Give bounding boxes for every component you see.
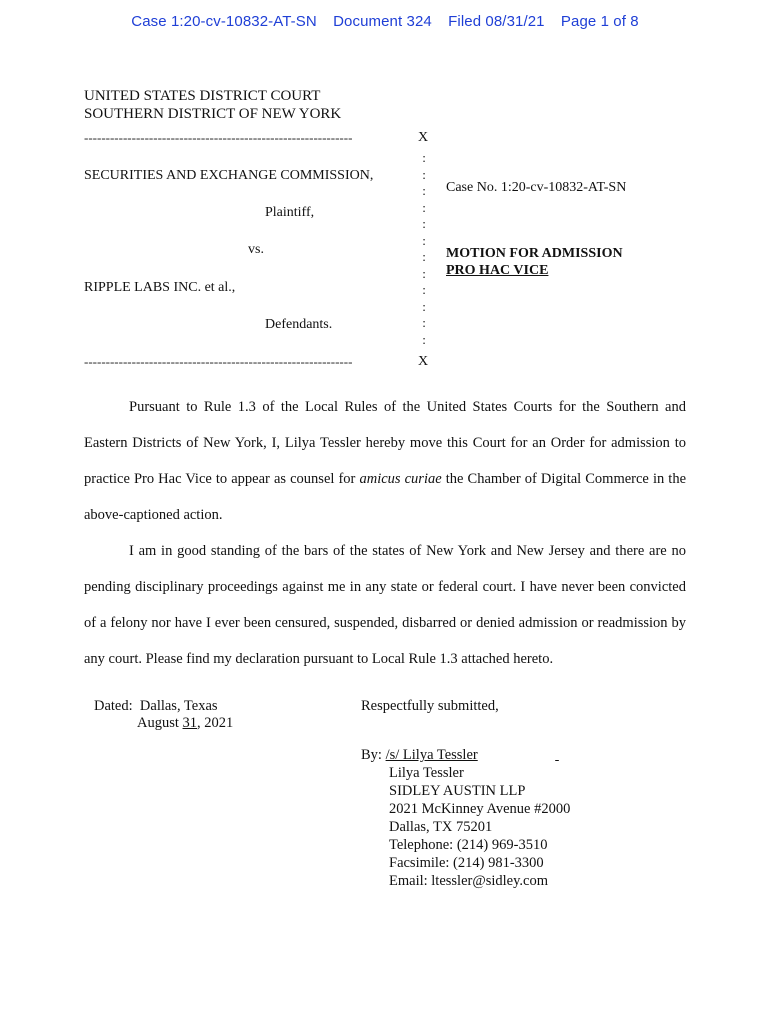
plaintiff-label: Plaintiff,: [265, 205, 315, 220]
defendant-name: RIPPLE LABS INC. et al.,: [84, 280, 236, 295]
signature-line-tail: [555, 747, 559, 763]
closing: Respectfully submitted,: [361, 698, 499, 714]
signer-email: Email: ltessler@sidley.com: [389, 873, 548, 889]
signer-name: Lilya Tessler: [389, 765, 464, 781]
motion-body: [84, 389, 686, 677]
plaintiff-name: SECURITIES AND EXCHANGE COMMISSION,: [84, 168, 374, 183]
versus-label: vs.: [248, 242, 264, 257]
motion-title-line2: PRO HAC VICE: [446, 263, 549, 278]
paragraph-1-text-b: the Chamber of Digital Commerce in the above-captioned action.: [84, 471, 687, 523]
header-document-number: Document 324: [333, 13, 432, 30]
by-line: [361, 746, 559, 764]
paragraph-1-italic: amicus curiae: [359, 471, 442, 487]
dated-year: , 2021: [197, 715, 234, 731]
caption-colon-column: : : : : : : : : : : : :: [422, 150, 426, 347]
paragraph-2: I am in good standing of the bars of the states of New York and New Jersey and there are no pending disciplinary proceedings against me in any state or federal court. I have never been convicted of a felony nor have I ever been censured, suspended, disbarred or denied admission or readmission by any court. Please find my declaration pursuant to Local Rule 1.3 attached hereto.: [84, 543, 686, 667]
header-filed-date: Filed 08/31/21: [448, 13, 545, 30]
caption-top-x: X: [418, 130, 429, 145]
dated-day: 31: [182, 715, 198, 731]
caption-bottom-x: X: [418, 354, 429, 369]
header-page-number: Page 1 of 8: [560, 13, 639, 30]
paragraph-1: [84, 389, 686, 533]
by-label: By:: [361, 747, 382, 763]
ecf-header: [0, 13, 770, 30]
case-number: Case No. 1:20-cv-10832-AT-SN: [446, 180, 627, 195]
signer-address-line1: 2021 McKinney Avenue #2000: [389, 801, 571, 817]
signer-telephone: Telephone: (214) 969-3510: [389, 837, 548, 853]
court-name-line2: SOUTHERN DISTRICT OF NEW YORK: [84, 106, 342, 122]
signer-firm: SIDLEY AUSTIN LLP: [389, 783, 526, 799]
signer-address-line2: Dallas, TX 75201: [389, 819, 493, 835]
caption-top-rule: --------------------------------------------------------------: [84, 130, 353, 145]
court-name-line1: UNITED STATES DISTRICT COURT: [84, 88, 321, 104]
header-case-number: Case 1:20-cv-10832-AT-SN: [131, 13, 317, 30]
dated-line: [94, 697, 218, 715]
dated-month: August: [137, 715, 179, 731]
caption-bottom-rule: --------------------------------------------------------------: [84, 354, 353, 369]
dated-date: [137, 714, 233, 732]
signer-facsimile: Facsimile: (214) 981-3300: [389, 855, 544, 871]
paragraph-1-text-a: Pursuant to Rule 1.3 of the Local Rules of the United States Courts for the Southern and Eastern Districts of New York, I, Lilya Tessler hereby move this Court for an Order for admission to practice Pro Hac Vice to appear as counsel for: [84, 399, 686, 487]
signature-line: /s/ Lilya Tessler: [385, 747, 478, 763]
dated-place: Dallas, Texas: [139, 698, 218, 714]
motion-title-line1: MOTION FOR ADMISSION: [446, 246, 623, 261]
defendant-label: Defendants.: [265, 317, 333, 332]
dated-label: Dated:: [94, 698, 133, 714]
